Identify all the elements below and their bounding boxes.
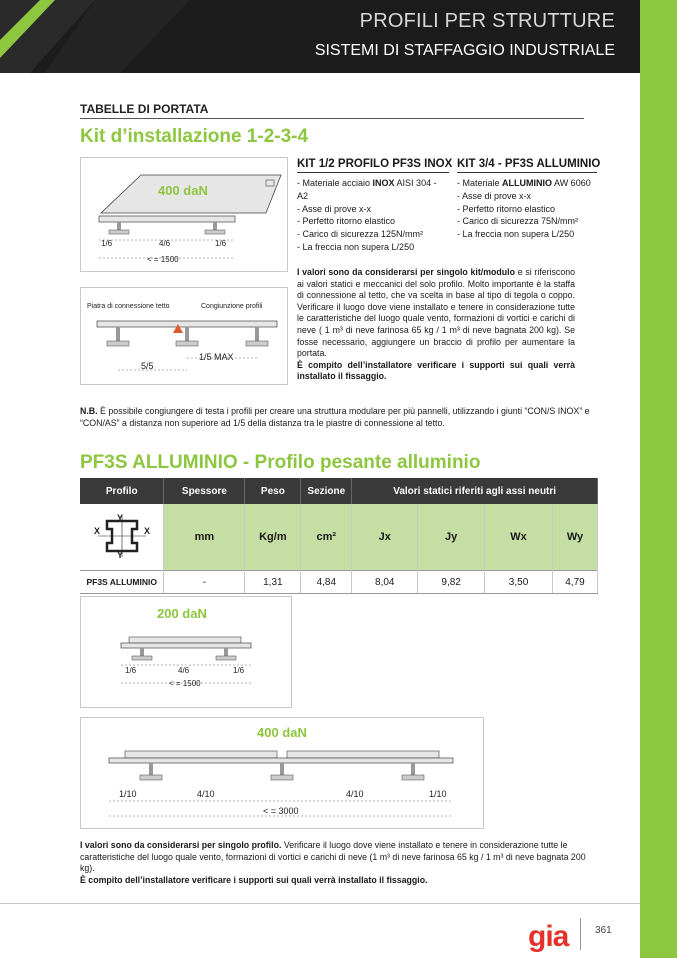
diagram3-middle: 4/6: [178, 666, 190, 675]
value-cell: 4,84: [301, 571, 352, 594]
unit-cell: Wx: [485, 504, 553, 571]
diagram2-span: 5/5: [141, 361, 154, 371]
value-cell: 8,04: [352, 571, 418, 594]
value-cell: 9,82: [418, 571, 485, 594]
unit-cell: Jx: [352, 504, 418, 571]
kit12-item: - Carico di sicurezza 125N/mm²: [297, 229, 424, 240]
table-header: Peso: [245, 478, 301, 504]
kit34-item: - Carico di sicurezza 75N/mm²: [457, 216, 579, 227]
axis-x-left: X: [93, 525, 100, 536]
diagram2-max: 1/5 MAX: [199, 352, 234, 362]
diagram2-label-right: Congiunzione profili: [201, 303, 263, 310]
kit12-heading: KIT 1/2 PROFILO PF3S INOX: [297, 158, 449, 173]
diagram3-left: 1/6: [125, 666, 137, 675]
diagram2-label-left: Piatra di connessione tetto: [87, 303, 170, 310]
kit12-item: - Perfetto ritorno elastico: [297, 216, 396, 227]
nb-prefix: N.B.: [80, 406, 98, 416]
diagram-kit-load-svg: [81, 158, 287, 271]
kit12-list: [297, 177, 449, 254]
diagram1-total: < = 1500: [147, 255, 179, 264]
bottom-notes-body: Verificare il luogo dove viene installato e tenere in considerazione tutte le caratteristiche del luogo quale vento, formazioni di vortici e carichi di neve (1 m³ di neve farinosa 65 kg / 1 m³ di neve bagnata 200 kg).: [80, 840, 586, 874]
pf3s-title: PF3S ALLUMINIO - Profilo pesante alluminio: [80, 452, 481, 473]
kit34-item: - Materiale ALLUMINIO AW 6060: [457, 178, 591, 188]
kit34-spec: [457, 158, 601, 241]
bottom-notes-lead: I valori sono da considerarsi per singolo profilo.: [80, 840, 282, 850]
nb-note: [80, 406, 595, 429]
table-header: Valori statici riferiti agli assi neutri: [352, 478, 598, 504]
value-cell: PF3S ALLUMINIO: [80, 571, 164, 594]
diagram1-right: 1/6: [215, 239, 227, 248]
table-header-row: [80, 478, 598, 504]
unit-cell: Jy: [418, 504, 485, 571]
kit-notes: [297, 267, 575, 383]
diagram4-d2: 4/10: [197, 789, 215, 799]
table-header: Sezione: [301, 478, 352, 504]
value-cell: 4,79: [552, 571, 597, 594]
header-subtitle: SISTEMI DI STAFFAGGIO INDUSTRIALE: [314, 42, 615, 59]
unit-cell: Wy: [552, 504, 597, 571]
diagram1-middle: 4/6: [159, 239, 171, 248]
value-cell: 3,50: [485, 571, 553, 594]
footer-divider: [0, 903, 640, 904]
page-number: 361: [595, 925, 612, 936]
kit-title: Kit d’installazione 1-2-3-4: [80, 126, 309, 147]
unit-cell: mm: [164, 504, 245, 571]
axis-x-right: X: [143, 525, 150, 536]
table-unit-row: [80, 504, 598, 571]
diagram4-d4: 1/10: [429, 789, 447, 799]
side-accent-bar: [640, 0, 677, 958]
kit34-item: - Asse di prove x-x: [457, 190, 532, 201]
kit12-spec: [297, 158, 453, 254]
diagram3-right: 1/6: [233, 666, 245, 675]
kit34-list: [457, 177, 597, 241]
kit-notes-lead: I valori sono da considerarsi per singolo kit/modulo: [297, 267, 515, 277]
diagram-400dan: [80, 717, 484, 829]
value-cell: 1,31: [245, 571, 301, 594]
kit-notes-body: e si riferiscono ai valori statici e meccanici del solo profilo. Molto importante è la staffa di connessione al tetto, che va scelta in base al tipo di tegola o coppo. Verificare il luogo dove viene installato e tenere in considerazione tutte le caratteristiche del luogo quale vento, formazioni di vortici e carichi di neve ( 1 m³ di neve farinosa 65 kg / 1 m³ di neve bagnata 200 kg). Se fosse necessario, aggiungere un braccio di profilo per aumentare la portata.: [297, 267, 575, 359]
axis-y-bottom: Y: [116, 549, 123, 559]
diagram1-load: 400 daN: [158, 183, 208, 198]
bottom-notes-warning: È compito dell’installatore verificare i supporti sui quali verrà installato il fissaggio.: [80, 874, 428, 885]
diagram-200dan-svg: [81, 597, 291, 707]
kit12-item: - Materiale acciaio INOX AISI 304 - A2: [297, 178, 437, 201]
diagram1-left: 1/6: [101, 239, 113, 248]
section-divider: [80, 118, 584, 119]
kit34-item: - La freccia non supera L/250: [457, 229, 575, 240]
bottom-notes: [80, 840, 595, 886]
page-header: [0, 0, 677, 73]
table-row: [80, 571, 598, 594]
nb-text: È possibile congiungere di testa i profili per creare una struttura modulare per più pannelli, utilizzando i giunti “CON/S INOX” e “CON/AS” a distanza non superiore ad 1/5 della distanza tra le piastre di connessione al tetto.: [80, 406, 590, 428]
gia-logo: gia: [528, 920, 569, 953]
kit12-item: - Asse di prove x-x: [297, 203, 372, 214]
diagram4-load: 400 daN: [257, 725, 307, 740]
diagram-200dan: [80, 596, 292, 708]
kit34-item: - Perfetto ritorno elastico: [457, 203, 556, 214]
diagram4-d1: 1/10: [119, 789, 137, 799]
kit34-heading: KIT 3/4 - PF3S ALLUMINIO: [457, 158, 597, 173]
properties-table: [80, 478, 598, 594]
kit-notes-warning: È compito dell’installatore verificare i supporti sui quali verrà installato il fissaggio.: [297, 359, 575, 382]
value-cell: -: [164, 571, 245, 594]
table-header: Spessore: [164, 478, 245, 504]
diagram-kit-load: [80, 157, 288, 272]
header-title: PROFILI PER STRUTTURE: [359, 10, 615, 32]
unit-cell: Kg/m: [245, 504, 301, 571]
table-header: Profilo: [80, 478, 164, 504]
section-label: TABELLE DI PORTATA: [80, 102, 209, 116]
footer-separator: [580, 918, 581, 950]
diagram3-load: 200 daN: [157, 606, 207, 621]
kit12-item: - La freccia non supera L/250: [297, 241, 415, 252]
diagram-connection-svg: [81, 288, 287, 384]
profile-section-icon: [92, 513, 152, 559]
diagram4-d3: 4/10: [346, 789, 364, 799]
axis-y-top: Y: [116, 512, 123, 523]
diagram-400dan-svg: [81, 718, 483, 828]
diagram4-total: < = 3000: [263, 806, 299, 816]
profile-symbol: [80, 504, 164, 571]
diagram-connection: [80, 287, 288, 385]
unit-cell: cm²: [301, 504, 352, 571]
diagram3-total: < = 1500: [169, 679, 201, 688]
